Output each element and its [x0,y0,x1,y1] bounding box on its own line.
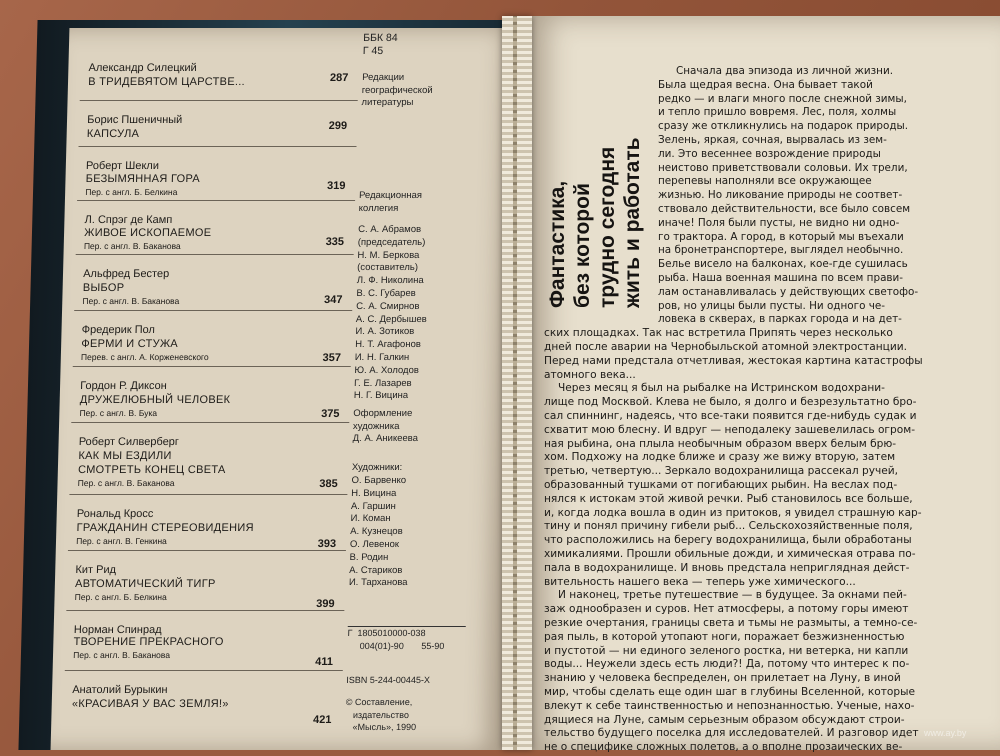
bbk-code: ББК 84 Г 45 [362,32,398,57]
body-line: жизнью. Но ликование природы не соответ- [658,189,903,202]
toc-title: ЖИВОЕ ИСКОПАЕМОЕ [84,227,212,239]
body-line: схватит мою блесну. И вдруг — неподалеку зашевелилась огром- [544,423,916,436]
editorial-office: Редакции географической литературы [361,72,433,108]
toc-title: АВТОМАТИЧЕСКИЙ ТИГР [74,578,216,590]
board-member: Н. М. Беркова [357,249,420,261]
artist-name: А. Стариков [349,564,403,576]
toc-page: 399 [316,598,335,610]
toc-translator: Перев. с англ. А. Корженевского [80,352,209,362]
board-list [354,224,430,403]
toc-entry [68,498,347,551]
toc-author: Роберт Шекли [85,160,160,172]
toc-title-line2: СМОТРЕТЬ КОНЕЦ СВЕТА [77,464,226,476]
board-member: Н. Г. Вицина [353,390,409,402]
toc-translator: Пер. с англ. Б. Белкина [85,187,178,197]
toc-author: Кит Рид [75,564,117,576]
toc-title: БЕЗЫМЯННАЯ ГОРА [85,173,201,185]
toc-author: Александр Силецкий [88,62,197,74]
body-line: и пустотой — ни единого зеленого ростка, ни ветерка, ни капли [544,644,909,657]
body-line: хом. Подхожу на лодке ближе и сразу же вижу вторую, затем [544,451,896,464]
toc-title: КАК МЫ ЕЗДИЛИ [78,450,172,462]
toc-author: Гордон Р. Диксон [80,380,167,392]
toc-title: «КРАСИВАЯ У ВАС ЗЕМЛЯ!» [71,698,229,710]
body-line: третью, четвертую... Зеркало водохранилища рассекал ручей, [544,465,899,478]
board-member: Г. Е. Лазарев [353,377,412,389]
body-line: Белье висело на балконах, кое-где сушилась [658,258,908,271]
toc-entry [71,370,350,423]
body-line: перепевы наполняли все окружающее [658,175,872,188]
toc-author: Роберт Силверберг [78,436,180,448]
toc-page: 411 [315,656,334,668]
toc-author: Л. Спрэг де Камп [84,214,173,226]
board-title: Редакционная коллегия [358,190,423,214]
body-line: атомного века... [544,368,636,381]
spine-thread [513,16,517,750]
body-line: мир, чтобы сделать еще один шаг в глубины Вселенной, которые [544,686,915,698]
board-member: И. Н. Галкин [354,351,410,363]
toc-page: 299 [328,120,348,132]
table-of-contents [63,52,359,738]
toc-title: КАПСУЛА [86,128,140,140]
toc-page: 287 [329,72,349,84]
body-line: Перед нами предстала отчетливая, жестокая картина катастрофы [544,354,923,367]
artist-name: Н. Вицина [351,487,397,499]
artist-name: И. Коман [350,513,391,525]
body-line: ловека в скверах, в парках города и на дет- [658,313,902,326]
toc-title: ГРАЖДАНИН СТЕРЕОВИДЕНИЯ [76,522,254,534]
toc-entry [78,104,357,147]
artist-name: И. Тарханова [348,577,408,589]
toc-author: Норман Спинрад [73,624,162,636]
toc-entry [69,426,349,495]
body-line: сразу же откликнулись на подарок природы. [658,120,909,133]
toc-translator: Пер. с англ. В. Баканова [77,478,175,488]
board-member: И. А. Зотиков [355,326,415,338]
body-line: ствовало действительности, все было совсем [658,203,911,215]
toc-page: 347 [323,294,343,306]
body-line: на бронетранспортере, выглядел необычно. [658,244,904,257]
body-line: рая пыль, в которой утопают ноги, поражает безжизненностью [544,630,905,643]
toc-title: ФЕРМИ И СТУЖА [81,338,179,350]
body-line: Была щедрая весна. Она бывает такой [658,78,873,91]
watermark: www.ay.by [924,728,967,738]
body-line: знанию у человека беспределен, он прилетает на Луну, в иной [544,672,901,685]
body-line: И наконец, третье путешествие — в будущее. За окнами пей- [558,589,907,602]
catalog-code: Г 1805010000-038 004(01)-90 55-90 [347,626,466,652]
toc-entry [76,204,355,255]
body-line: ских площадках. Так нас встретила Припять через несколько [544,327,893,340]
board-member: Л. Ф. Николина [356,275,424,287]
body-line: Сначала два эпизода из личной жизни. [676,65,894,77]
board-member: (составитель) [357,262,419,274]
toc-page: 393 [317,538,337,550]
artists-list [349,475,411,590]
body-line: рыба. Наша военная машина по всем прави- [658,272,904,284]
toc-translator: Пер. с англ. В. Баканова [73,650,171,660]
chapter-title [545,68,645,308]
design-credit: Оформление художника Д. А. Аникеева [352,408,419,444]
artist-name: О. Левенок [349,538,400,550]
toc-translator: Пер. с англ. В. Генкина [76,536,167,546]
body-line: вительность нашего века — теперь уже химического... [544,575,856,588]
artist-name: А. Кузнецов [350,526,403,538]
toc-title: ТВОРЕНИЕ ПРЕКРАСНОГО [73,636,224,648]
body-line: резкие очертания, границы света и тьмы не размыты, а темно-се- [544,617,918,629]
toc-page: 319 [326,180,346,192]
body-line: и тепло пришло вовремя. Лес, поля, холмы [658,106,897,119]
copyright: © Составление, издательство «Мысль», 1990 [344,697,417,732]
toc-translator: Пер. с англ. В. Баканова [82,296,180,306]
toc-entry [77,150,356,201]
chapter-title-line: трудно сегодня [596,146,619,308]
body-line: тельство будущего поселка для исследователей. И разговор идет [544,727,919,740]
body-line: неистово приветствовали соловьи. Их трели, [658,161,908,174]
body-line: дней после аварии на Чернобыльской атомной электростанции. [544,341,908,353]
toc-page: 357 [322,352,342,364]
board-member: С. А. Смирнов [355,300,420,312]
isbn: ISBN 5-244-00445-X [346,675,431,685]
toc-page: 385 [319,478,338,490]
body-line: лище под Москвой. Клева не было, я долго и безрезультатно бро- [544,396,917,409]
toc-entry [66,554,345,611]
body-line: Зелень, яркая, сочная, вырвалась из зем- [658,134,887,146]
board-member: С. А. Абрамов [358,224,422,235]
toc-title: ВЫБОР [82,282,125,294]
body-line: заж однообразен и суров. Нет атмосферы, а потому горы имеют [544,603,909,616]
body-line: тину и понял причину гибели рыб... Сельскохозяйственные поля, [544,520,913,533]
toc-entry [80,52,359,101]
toc-page: 375 [320,408,340,420]
imprint-column [345,28,514,748]
body-line: ров, но улицы были пусты. Ни одного че- [658,299,886,312]
body-line: влекут к себе таинственностью и непознанностью. Ученые, нахо- [544,699,915,712]
body-line: воды... Неужели здесь есть люди?! Да, потому что интерес к по- [544,658,910,671]
toc-author: Борис Пшеничный [87,114,183,126]
body-line: нялся к истокам этой живой речки. Рыб становилось все больше, [544,492,913,505]
body-line: ная рыбина, она плыла необычным образом вверх белым брю- [544,437,897,450]
toc-author: Альфред Бестер [83,268,170,280]
artist-name: А. Гаршин [350,500,397,512]
toc-entry [65,614,344,671]
toc-translator: Пер. с англ. В. Баканова [83,241,181,251]
body-line: ли. Это весеннее возрождение природы [658,147,881,160]
board-member: Н. Т. Агафонов [354,339,422,351]
chapter-title-line: без которой [571,183,594,308]
body-line: го трактора. А город, в который мы въехали [658,230,904,243]
toc-author: Фредерик Пол [81,324,156,336]
toc-page: 421 [312,714,332,726]
toc-author: Анатолий Бурыкин [72,684,168,696]
body-line: редко — и влаги много после снежной зимы, [658,92,907,105]
toc-translator: Пер. с англ. В. Бука [79,408,158,418]
artist-name: О. Барвенко [351,475,407,486]
body-line: Через месяц я был на рыбалке на Истринском водохрани- [558,382,885,395]
body-line: что расположились на берегу водохранилища, были обработаны [544,534,912,547]
body-line: не о специфике сложных полетов, а о вполне прозаических ве- [544,741,903,754]
toc-entry [73,314,352,367]
body-line: химикалиями. Прошли обильные дожди, и химическая отрава по- [544,548,916,560]
body-line: пала в водохранилище. И вновь предстала неприглядная дейст- [544,561,910,574]
toc-page: 335 [325,236,345,248]
body-line: лам останавливалась у действующих светофо- [658,285,919,298]
body-line: сал спиннинг, надеясь, что все-таки появится где-нибудь судак и [544,410,917,422]
board-member: А. С. Дербышев [355,313,427,325]
artist-name: В. Родин [349,551,389,563]
toc-author: Рональд Кросс [76,508,154,520]
board-member: Ю. А. Холодов [354,364,420,376]
body-line: образованный тушками от погибающих рыбин. На веслах под- [544,479,898,491]
chapter-title-line: Фантастика, [546,180,569,308]
toc-title: ДРУЖЕЛЮБНЫЙ ЧЕЛОВЕК [79,394,231,406]
body-line: дящиеся на Луне, самым серьезным образом обсуждают строи- [544,713,905,726]
toc-translator: Пер. с англ. Б. Белкина [74,592,167,602]
toc-title: В ТРИДЕВЯТОМ ЦАРСТВЕ... [88,76,246,88]
body-line: и, когда лодка вошла в один из притоков, я увидел страшную кар- [544,506,922,519]
board-member: (председатель) [357,236,426,248]
toc-entry [63,674,343,734]
toc-entry [74,258,353,311]
body-line: иначе! Поля были пусты, не видно ни одно- [658,216,900,229]
board-member: В. С. Губарев [356,287,416,299]
chapter-title-line: жить и работать [621,137,644,308]
artists-title: Художники: [351,462,403,473]
